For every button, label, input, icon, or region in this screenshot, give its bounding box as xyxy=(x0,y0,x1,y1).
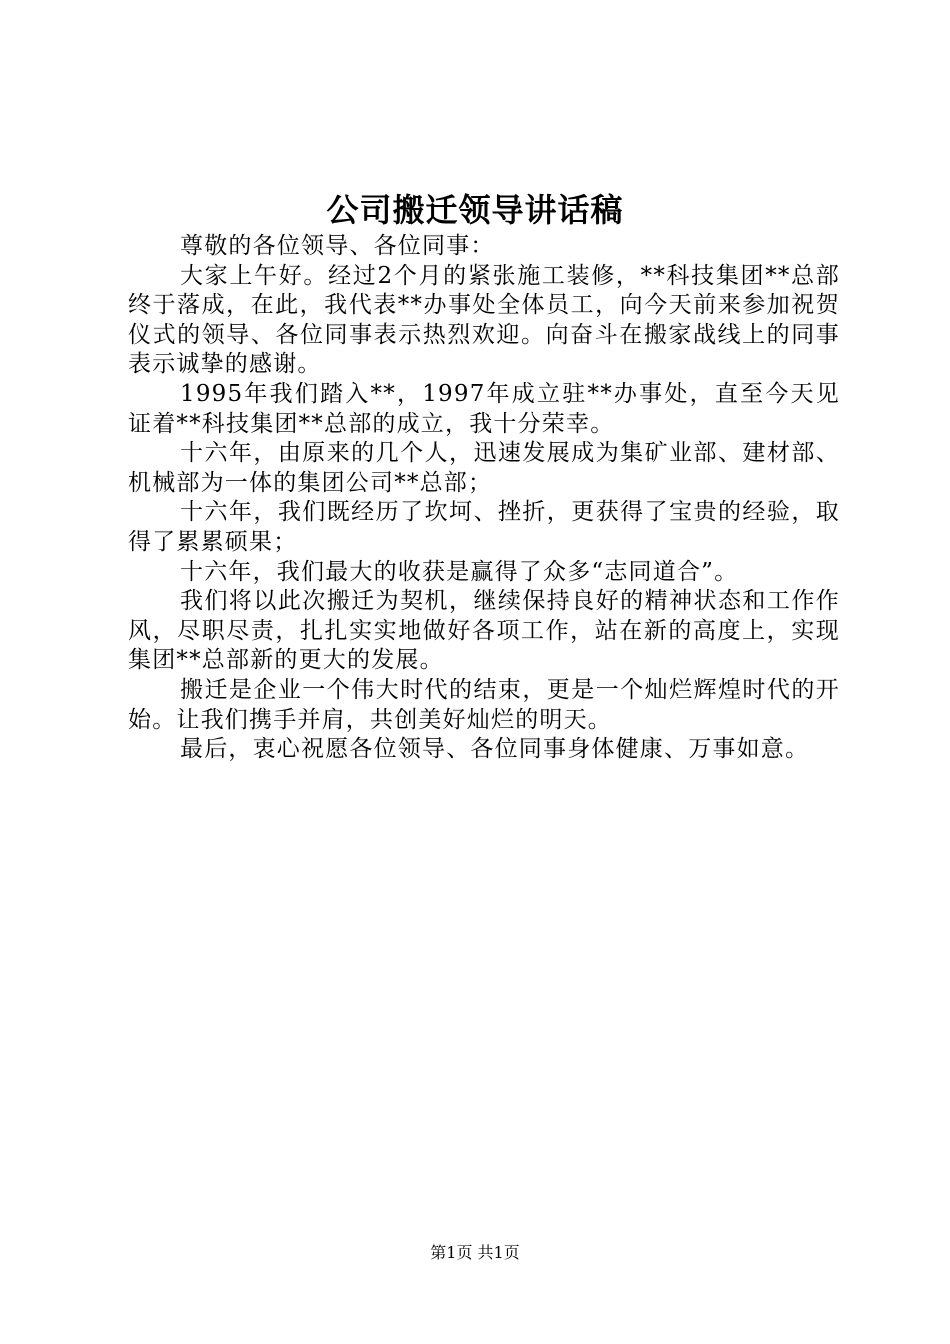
document-body xyxy=(128,232,840,765)
salutation-paragraph: 尊敬的各位领导、各位同事： xyxy=(180,233,495,259)
page-number-footer: 第1页 共1页 xyxy=(430,1243,520,1262)
body-paragraph: 大家上午好。经过2个月的紧张施工装修，**科技集团**总部终于落成，在此，我代表**办事处全体员工，向今天前来参加祝贺仪式的领导、各位同事表示热烈欢迎。向奋斗在搬家战线上的同事表示诚挚的感谢。 xyxy=(128,262,840,378)
body-paragraph: 我们将以此次搬迁为契机，继续保持良好的精神状态和工作作风，尽职尽责，扎扎实实地做好各项工作，站在新的高度上，实现集团**总部新的更大的发展。 xyxy=(128,588,840,674)
body-paragraph: 十六年，我们最大的收获是赢得了众多“志同道合”。 xyxy=(180,558,739,585)
document-title: 公司搬迁领导讲话稿 xyxy=(326,191,624,229)
body-paragraph: 1995年我们踏入**，1997年成立驻**办事处，直至今天见证着**科技集团**总部的成立，我十分荣幸。 xyxy=(128,380,840,437)
body-paragraph: 搬迁是企业一个伟大时代的结束，更是一个灿烂辉煌时代的开始。让我们携手并肩，共创美好灿烂的明天。 xyxy=(128,676,840,733)
body-paragraph: 十六年，由原来的几个人，迅速发展成为集矿业部、建材部、机械部为一体的集团公司**总部； xyxy=(128,440,840,496)
body-paragraph: 十六年，我们既经历了坎坷、挫折，更获得了宝贵的经验，取得了累累硕果； xyxy=(128,499,840,555)
closing-paragraph: 最后，衷心祝愿各位领导、各位同事身体健康、万事如意。 xyxy=(180,736,810,763)
